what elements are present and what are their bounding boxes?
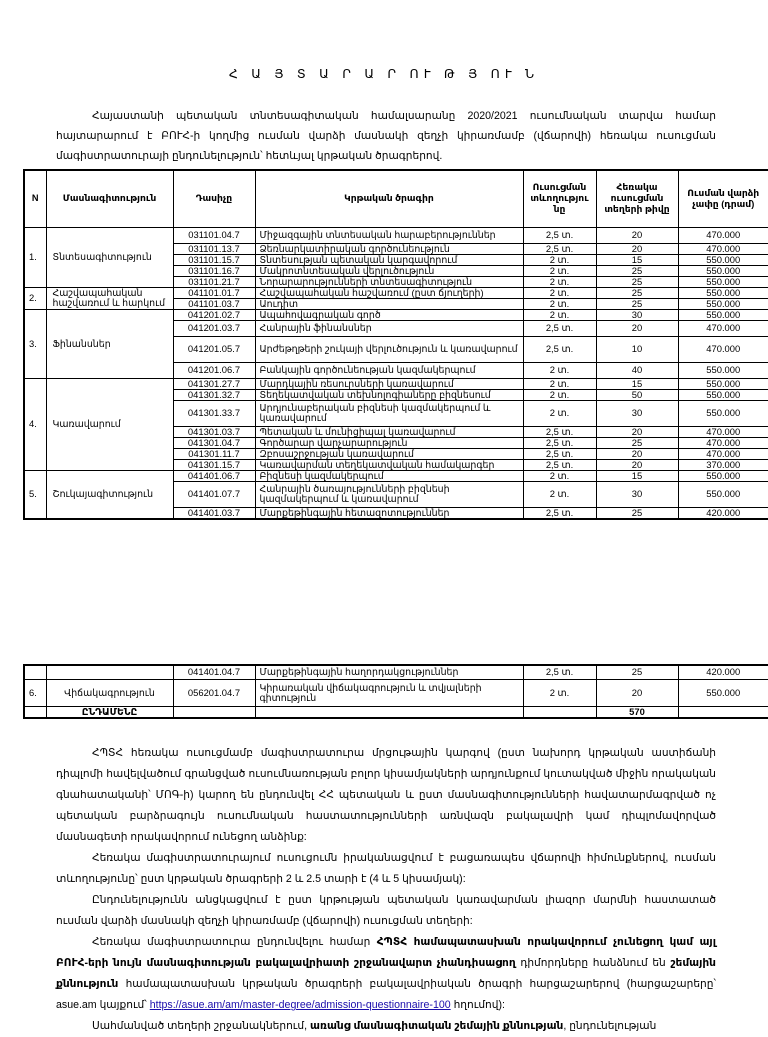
program-duration: 2 տ.: [523, 400, 596, 426]
table-row: [24, 679, 768, 706]
program-code: 041201.02.7: [173, 309, 255, 320]
program-places: 25: [596, 507, 678, 519]
program-name: Տեղեկատվական տեխնոլոգիաները բիզնեսում: [255, 389, 523, 400]
program-code: 031101.16.7: [173, 265, 255, 276]
program-duration: 2 տ.: [523, 679, 596, 706]
group-specialty: Ֆինանսներ: [46, 309, 173, 378]
group-specialty: Վիճակագրություն: [46, 679, 173, 706]
program-duration: 2,5 տ.: [523, 507, 596, 519]
program-code: 041301.11.7: [173, 448, 255, 459]
program-name: Տնտեսության պետական կարգավորում: [255, 254, 523, 265]
programs-table-body: [24, 227, 768, 519]
program-code: 041201.03.7: [173, 320, 255, 336]
program-duration: 2 տ.: [523, 309, 596, 320]
program-fee: 470.000: [678, 243, 768, 254]
program-code: 041201.05.7: [173, 336, 255, 362]
program-places: 30: [596, 309, 678, 320]
program-duration: 2,5 տ.: [523, 426, 596, 437]
program-name: Հանրային ծառայությունների բիզնեսի կազմակերպում և կառավարում: [255, 481, 523, 507]
header-places: Հեռակա ուսուցման տեղերի թիվը: [596, 170, 678, 227]
program-places: 20: [596, 243, 678, 254]
group-number: 2.: [24, 287, 46, 309]
program-places: 30: [596, 481, 678, 507]
program-code: 041401.03.7: [173, 507, 255, 519]
page-title: Հ Ա Յ Տ Ա Ր Ա Ր ՈՒ Թ Յ ՈՒ Ն: [228, 67, 540, 81]
program-places: 40: [596, 362, 678, 378]
program-fee: 420.000: [678, 665, 768, 679]
program-places: 50: [596, 389, 678, 400]
paragraph-threshold-exam: Հեռակա մագիստրատուրա ընդունվելու համար ՀՊՏՀ համապատասխան որակավորում չունեցող կամ այլ ԲՈՒՀ-երի նույն մասնագիտության բակալավրիատի շրջանավարտ չհանդիսացող դիմորդները հանձնում են շեմային քննություն համապատասխան կրթական ծրագրերի բակալավրիական ծրագրի հարցաշարերով (հարցաշարերը՝ asue.am կայքում՝ https://asue.am/am/master-degree/admission-questionnaire-100 հղումով):: [56, 936, 716, 1011]
program-fee: 550.000: [678, 298, 768, 309]
table-header-row: [24, 170, 768, 227]
program-duration: 2,5 տ.: [523, 665, 596, 679]
program-duration: 2 տ.: [523, 389, 596, 400]
total-label: ԸՆԴԱՄԵՆԸ: [46, 706, 173, 718]
program-code: 041101.03.7: [173, 298, 255, 309]
header-fee: Ուսման վարձի չափը (դրամ): [678, 170, 768, 227]
program-code: 041401.04.7: [173, 665, 255, 679]
program-duration: 2,5 տ.: [523, 243, 596, 254]
program-fee: 470.000: [678, 437, 768, 448]
program-places: 10: [596, 336, 678, 362]
program-code: 041301.15.7: [173, 459, 255, 470]
program-fee: 550.000: [678, 378, 768, 389]
paragraph-tuition: Հեռակա մագիստրատուրայում ուսուցումն իրականացվում է բացառապես վճարովի հիմունքներով, ուսման տևողությունը՝ ըստ կրթական ծրագրերի 2 և 2.5 տարի է (4 և 5 կիսամյակ):: [56, 852, 716, 885]
table-row: [24, 665, 768, 679]
program-duration: 2 տ.: [523, 287, 596, 298]
program-code: 031101.04.7: [173, 227, 255, 243]
group-number: 4.: [24, 378, 46, 470]
program-code: 041101.01.7: [173, 287, 255, 298]
program-duration: 2 տ.: [523, 276, 596, 287]
program-fee: 550.000: [678, 265, 768, 276]
total-row: [24, 706, 768, 718]
program-duration: 2 տ.: [523, 298, 596, 309]
program-places: 25: [596, 276, 678, 287]
header-n: N: [24, 170, 46, 227]
program-fee: 470.000: [678, 426, 768, 437]
program-duration: 2,5 տ.: [523, 320, 596, 336]
program-places: 20: [596, 320, 678, 336]
program-places: 15: [596, 470, 678, 481]
group-number: 1.: [24, 227, 46, 287]
program-code: 041301.33.7: [173, 400, 255, 426]
header-specialty: Մասնագիտություն: [46, 170, 173, 227]
table-row: [24, 309, 768, 320]
program-code: 041301.04.7: [173, 437, 255, 448]
questionnaire-link[interactable]: https://asue.am/am/master-degree/admission-questionnaire-100: [149, 999, 451, 1011]
group-specialty: Շուկայագիտություն: [46, 470, 173, 519]
programs-table-continued: [23, 664, 768, 719]
program-places: 15: [596, 378, 678, 389]
group-number: 3.: [24, 309, 46, 378]
program-fee: 470.000: [678, 336, 768, 362]
header-program: Կրթական ծրագիր: [255, 170, 523, 227]
program-duration: 2 տ.: [523, 265, 596, 276]
program-code: 041301.03.7: [173, 426, 255, 437]
program-name: Արժեթղթերի շուկայի վերլուծություն և կառավարում: [255, 336, 523, 362]
program-duration: 2,5 տ.: [523, 437, 596, 448]
header-code: Դասիչը: [173, 170, 255, 227]
program-fee: 550.000: [678, 400, 768, 426]
body-text: [56, 743, 716, 1037]
program-duration: 2,5 տ.: [523, 227, 596, 243]
programs-table: [23, 169, 768, 520]
program-places: 20: [596, 227, 678, 243]
program-places: 20: [596, 426, 678, 437]
paragraph-admission: ՀՊՏՀ հեռակա ուսուցմամբ մագիստրատուրա մրցութային կարգով (ըստ նախորդ կրթական աստիճանի դիպլոմի հավելվածում գրանցված ուսումնառության բոլոր կիսամյակների արդյունքում կուտակված միջին որակական գնահատականի՝ ՄՈԳ-ի) կարող են ընդունվել ՀՀ պետական և ըստ մասնագիտությունների հավատարմագրված ոչ պետական բարձրագույն ուսումնական հաստատությունների առնվազն բակալավրի կամ դիպլոմավորված մասնագետի որակավորում ունեցող անձինք:: [56, 747, 716, 843]
program-duration: 2,5 տ.: [523, 459, 596, 470]
program-fee: 550.000: [678, 362, 768, 378]
total-places: 570: [596, 706, 678, 718]
program-duration: 2 տ.: [523, 481, 596, 507]
program-fee: 550.000: [678, 287, 768, 298]
program-duration: 2 տ.: [523, 378, 596, 389]
program-code: 041401.07.7: [173, 481, 255, 507]
program-name: Կառավարման տեղեկատվական համակարգեր: [255, 459, 523, 470]
program-name: Մակրոտնտեսական վերլուծություն: [255, 265, 523, 276]
program-code: 041401.06.7: [173, 470, 255, 481]
program-fee: 550.000: [678, 389, 768, 400]
program-places: 25: [596, 665, 678, 679]
program-fee: 550.000: [678, 679, 768, 706]
program-places: 25: [596, 437, 678, 448]
program-name: Զբոսաշրջության կառավարում: [255, 448, 523, 459]
group-number: 6.: [24, 679, 46, 706]
group-specialty: Տնտեսագիտություն: [46, 227, 173, 287]
program-code: 041301.27.7: [173, 378, 255, 389]
program-duration: 2 տ.: [523, 254, 596, 265]
group-number: 5.: [24, 470, 46, 519]
program-places: 25: [596, 298, 678, 309]
program-fee: 420.000: [678, 507, 768, 519]
program-name: Մարքեթինգային հետազոտություններ: [255, 507, 523, 519]
program-fee: 370.000: [678, 459, 768, 470]
program-name: Միջազգային տնտեսական հարաբերություններ: [255, 227, 523, 243]
intro-paragraph: Հայաստանի պետական տնտեսագիտական համալսարանը 2020/2021 ուսումնական տարվա համար հայտարարում է ԲՈՒՀ-ի կողմից ուսման վարձի մասնակի զեղչի կիրառմամբ (վճարովի) հեռակա ուսուցման մագիստրատուրայի ընդունելություն՝ հետևյալ կրթական ծրագրերով.: [56, 110, 716, 162]
program-places: 20: [596, 679, 678, 706]
program-name: Հանրային ֆինանսներ: [255, 320, 523, 336]
program-fee: 550.000: [678, 470, 768, 481]
group-specialty: Կառավարում: [46, 378, 173, 470]
program-name: Բիզնեսի կազմակերպում: [255, 470, 523, 481]
paragraph-no-exam: Սահմանված տեղերի շրջանակներում, առանց մասնագիտական շեմային քննության, ընդունելության: [92, 1020, 657, 1032]
program-places: 30: [596, 400, 678, 426]
program-code: 031101.15.7: [173, 254, 255, 265]
program-duration: 2,5 տ.: [523, 336, 596, 362]
program-fee: 470.000: [678, 227, 768, 243]
program-fee: 550.000: [678, 309, 768, 320]
table-row: [24, 378, 768, 389]
program-name: Նորարարությունների տնտեսագիտություն: [255, 276, 523, 287]
program-name: Գործարար վարչարարություն: [255, 437, 523, 448]
program-name: Կիրառական վիճակագրություն և տվյալների գիտություն: [255, 679, 523, 706]
program-code: 041201.06.7: [173, 362, 255, 378]
program-name: Արդյունաբերական բիզնեսի կազմակերպում և կառավարում: [255, 400, 523, 426]
group-specialty: Հաշվապահական հաշվառում և հարկում: [46, 287, 173, 309]
program-name: Ձեռնարկատիրական գործունեություն: [255, 243, 523, 254]
program-places: 15: [596, 254, 678, 265]
program-name: Ապահովագրական գործ: [255, 309, 523, 320]
program-duration: 2 տ.: [523, 362, 596, 378]
program-fee: 470.000: [678, 320, 768, 336]
program-fee: 550.000: [678, 481, 768, 507]
program-name: Մարդկային ռեսուրսների կառավարում: [255, 378, 523, 389]
program-fee: 470.000: [678, 448, 768, 459]
table-row: [24, 227, 768, 243]
program-code: 056201.04.7: [173, 679, 255, 706]
program-places: 20: [596, 459, 678, 470]
table-row: [24, 287, 768, 298]
program-name: Հաշվապահական հաշվառում (ըստ ճյուղերի): [255, 287, 523, 298]
program-code: 031101.21.7: [173, 276, 255, 287]
program-places: 25: [596, 287, 678, 298]
paragraph-places: Ընդունելությունն անցկացվում է ըստ կրթության պետական կառավարման լիազոր մարմնի հաստատած ուսման վարձի մասնակի զեղչի կիրառմամբ (վճարովի) ուսուցման տեղերի:: [56, 894, 716, 927]
program-duration: 2 տ.: [523, 470, 596, 481]
program-name: Մարքեթինգային հաղորդակցություններ: [255, 665, 523, 679]
program-code: 031101.13.7: [173, 243, 255, 254]
program-places: 20: [596, 448, 678, 459]
program-name: Բանկային գործունեության կազմակերպում: [255, 362, 523, 378]
header-duration: Ուսուցման տևողությու նը: [523, 170, 596, 227]
program-code: 041301.32.7: [173, 389, 255, 400]
program-places: 25: [596, 265, 678, 276]
table-row: [24, 470, 768, 481]
program-fee: 550.000: [678, 254, 768, 265]
program-name: Պետական և մունիցիպալ կառավարում: [255, 426, 523, 437]
program-duration: 2,5 տ.: [523, 448, 596, 459]
program-name: Աուդիտ: [255, 298, 523, 309]
program-fee: 550.000: [678, 276, 768, 287]
